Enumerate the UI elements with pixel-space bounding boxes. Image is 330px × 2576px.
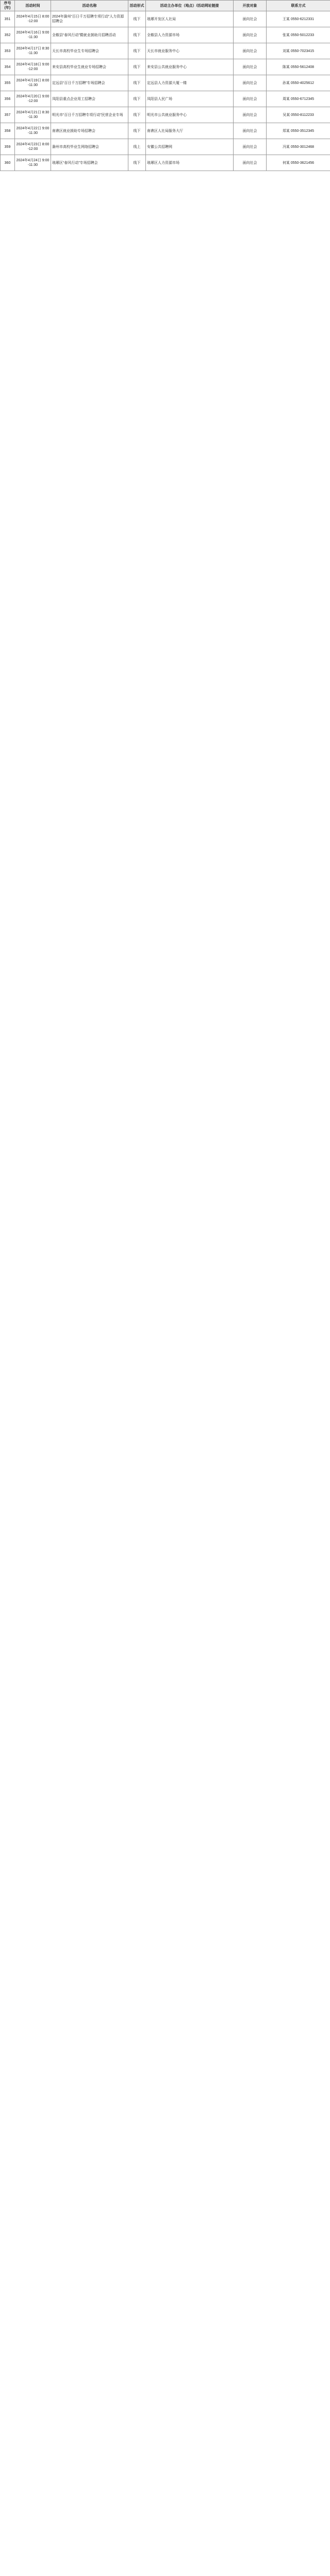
cell-audience: 面向社会 xyxy=(234,11,267,27)
cell-name: 南谯区就业援助专场招聘会 xyxy=(51,123,128,139)
table-row xyxy=(1,155,330,171)
cell-time: 2024年4月23日 8:00-12:00 xyxy=(15,139,51,155)
cell-contact: 王某 0550-6212331 xyxy=(267,11,330,27)
cell-host: 南谯区人社局服务大厅 xyxy=(146,123,234,139)
cell-host: 琅琊开发区人社局 xyxy=(146,11,234,27)
cell-time: 2024年4月18日 9:00-12:00 xyxy=(15,59,51,75)
cell-audience: 面向社会 xyxy=(234,91,267,107)
cell-index: 357 xyxy=(1,107,15,123)
cell-host: 安徽公共招聘网 xyxy=(146,139,234,155)
col-header-audience: 开放对象 xyxy=(234,1,267,11)
cell-audience: 面向社会 xyxy=(234,43,267,59)
cell-contact: 吴某 0550-8112233 xyxy=(267,107,330,123)
cell-index: 360 xyxy=(1,155,15,171)
cell-audience: 面向社会 xyxy=(234,59,267,75)
cell-audience: 面向社会 xyxy=(234,139,267,155)
col-header-name: 活动名称 xyxy=(51,1,128,11)
cell-audience: 面向社会 xyxy=(234,123,267,139)
cell-name: 明光市“百日千万招聘专项行动”民营企业专场 xyxy=(51,107,128,123)
cell-index: 359 xyxy=(1,139,15,155)
cell-audience: 面向社会 xyxy=(234,155,267,171)
table-body xyxy=(1,11,330,171)
col-header-index: 序号(年) xyxy=(1,1,15,11)
cell-host: 全椒县人力资源市场 xyxy=(146,27,234,43)
cell-audience: 面向社会 xyxy=(234,27,267,43)
cell-format: 线下 xyxy=(128,27,146,43)
cell-time: 2024年4月24日 9:00-11:30 xyxy=(15,155,51,171)
cell-time: 2024年4月17日 8:30-11:30 xyxy=(15,43,51,59)
cell-name: 琅琊区“春风行动”专场招聘会 xyxy=(51,155,128,171)
cell-name: 定远县“百日千万招聘”专场招聘会 xyxy=(51,75,128,91)
table-header-row xyxy=(1,1,330,11)
cell-host: 来安县公共就业服务中心 xyxy=(146,59,234,75)
cell-contact: 陈某 0550-5612408 xyxy=(267,59,330,75)
table-row xyxy=(1,107,330,123)
table-row xyxy=(1,59,330,75)
col-header-format: 活动形式 xyxy=(128,1,146,11)
cell-time: 2024年4月19日 8:00-11:30 xyxy=(15,75,51,91)
cell-host: 天长市就业服务中心 xyxy=(146,43,234,59)
cell-time: 2024年4月22日 9:00-11:30 xyxy=(15,123,51,139)
cell-name: 凤阳县重点企业用工招聘会 xyxy=(51,91,128,107)
cell-time: 2024年4月21日 8:30-11:30 xyxy=(15,107,51,123)
cell-format: 线下 xyxy=(128,59,146,75)
cell-contact: 郑某 0550-3512345 xyxy=(267,123,330,139)
table-row xyxy=(1,27,330,43)
table-row xyxy=(1,43,330,59)
table-row xyxy=(1,123,330,139)
cell-index: 354 xyxy=(1,59,15,75)
table-row xyxy=(1,11,330,27)
cell-format: 线下 xyxy=(128,155,146,171)
table-row xyxy=(1,139,330,155)
cell-format: 线下 xyxy=(128,107,146,123)
table-row xyxy=(1,91,330,107)
cell-time: 2024年4月16日 9:00-11:30 xyxy=(15,27,51,43)
cell-host: 琅琊区人力资源市场 xyxy=(146,155,234,171)
cell-index: 356 xyxy=(1,91,15,107)
cell-contact: 周某 0550-6712345 xyxy=(267,91,330,107)
col-header-host: 活动主办单位（地点）/活动网址链接 xyxy=(146,1,234,11)
cell-format: 线下 xyxy=(128,91,146,107)
cell-contact: 孙某 0550-4025612 xyxy=(267,75,330,91)
cell-name: 天长市高校毕业生专场招聘会 xyxy=(51,43,128,59)
col-header-contact: 联系方式 xyxy=(267,1,330,11)
cell-time: 2024年4月20日 9:00-12:00 xyxy=(15,91,51,107)
col-header-time: 活动时间 xyxy=(15,1,51,11)
cell-name: 全椒县“春风行动”暨就业援助月招聘活动 xyxy=(51,27,128,43)
cell-index: 355 xyxy=(1,75,15,91)
cell-name: 滁州市高校毕业生网络招聘会 xyxy=(51,139,128,155)
cell-format: 线下 xyxy=(128,43,146,59)
cell-index: 358 xyxy=(1,123,15,139)
job-fair-table xyxy=(0,0,330,171)
cell-format: 线下 xyxy=(128,11,146,27)
cell-host: 明光市公共就业服务中心 xyxy=(146,107,234,123)
cell-index: 351 xyxy=(1,11,15,27)
cell-host: 定远县人力资源大厦一楼 xyxy=(146,75,234,91)
cell-host: 凤阳县人民广场 xyxy=(146,91,234,107)
cell-contact: 何某 0550-3621456 xyxy=(267,155,330,171)
cell-contact: 刘某 0550-7023415 xyxy=(267,43,330,59)
cell-audience: 面向社会 xyxy=(234,107,267,123)
cell-index: 352 xyxy=(1,27,15,43)
cell-format: 线上 xyxy=(128,139,146,155)
cell-name: 来安县高校毕业生就业专场招聘会 xyxy=(51,59,128,75)
cell-audience: 面向社会 xyxy=(234,75,267,91)
cell-format: 线下 xyxy=(128,75,146,91)
cell-time: 2024年4月15日 8:00-12:00 xyxy=(15,11,51,27)
cell-contact: 张某 0550-5012233 xyxy=(267,27,330,43)
cell-index: 353 xyxy=(1,43,15,59)
cell-name: 2024年滁州“百日千万招聘专项行动”人力资源招聘会 xyxy=(51,11,128,27)
table-row xyxy=(1,75,330,91)
cell-contact: 冯某 0550-3012468 xyxy=(267,139,330,155)
cell-format: 线下 xyxy=(128,123,146,139)
